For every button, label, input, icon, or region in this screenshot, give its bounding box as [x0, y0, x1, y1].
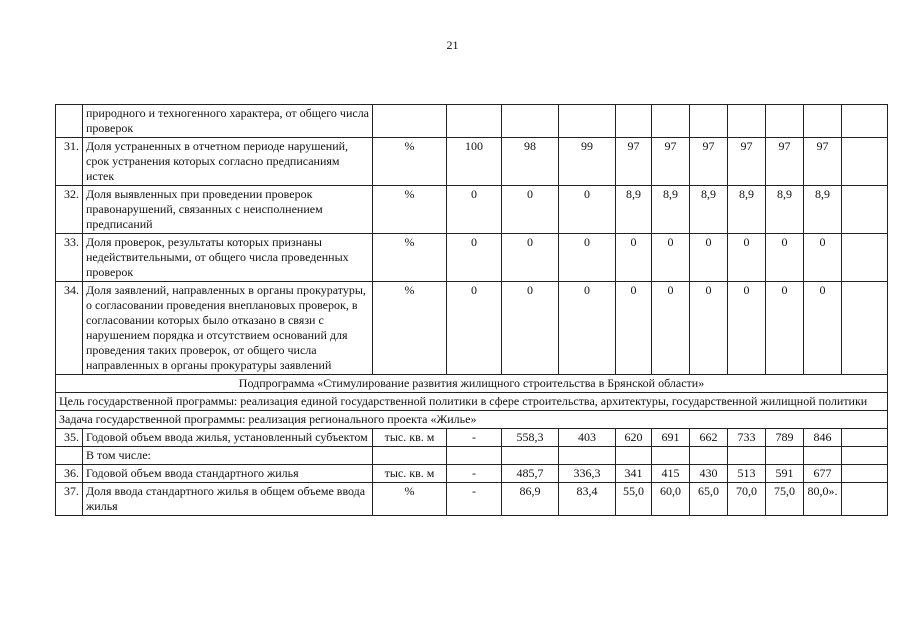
table-row [56, 138, 888, 186]
indicator-name: Доля заявлений, направленных в органы прокуратуры, о согласовании проведения внеплановых проверок, в согласовании которых было отказано в связи с нарушением порядка и отсутствием оснований для проведения таких проверок, от общего числа направленных в органы прокуратуры заявлений [83, 282, 373, 375]
value-cell: 558,3 [502, 429, 559, 447]
value-cell [766, 447, 804, 465]
unit-cell: % [373, 186, 447, 234]
value-cell: 97 [766, 138, 804, 186]
value-cell: 8,9 [728, 186, 766, 234]
value-cell: 846 [804, 429, 842, 447]
value-cell [652, 105, 690, 138]
value-cell: 0 [559, 234, 616, 282]
value-cell: 677 [804, 465, 842, 483]
value-cell: 97 [728, 138, 766, 186]
value-cell: 0 [502, 186, 559, 234]
indicator-name: Доля проверок, результаты которых признаны недействительными, от общего числа проведенных проверок [83, 234, 373, 282]
section-heading: Цель государственной программы: реализация единой государственной политики в сфере строительства, архитектуры, государственной жилищной политики [56, 393, 888, 411]
value-cell: 55,0 [616, 483, 652, 516]
value-cell: 8,9 [766, 186, 804, 234]
value-cell: 8,9 [804, 186, 842, 234]
row-number: 34. [56, 282, 83, 375]
table-row [56, 429, 888, 447]
value-cell [447, 447, 502, 465]
value-cell: 620 [616, 429, 652, 447]
value-cell: 662 [690, 429, 728, 447]
value-cell [766, 105, 804, 138]
indicator-name: Доля устраненных в отчетном периоде нарушений, срок устранения которых согласно предписаниям истек [83, 138, 373, 186]
value-cell [616, 447, 652, 465]
value-cell: 80,0». [804, 483, 842, 516]
value-cell: 98 [502, 138, 559, 186]
value-cell [690, 447, 728, 465]
value-cell [690, 105, 728, 138]
page-number: 21 [446, 38, 459, 52]
value-cell: 403 [559, 429, 616, 447]
value-cell [842, 483, 888, 516]
row-number: 33. [56, 234, 83, 282]
value-cell: 789 [766, 429, 804, 447]
value-cell: 0 [728, 234, 766, 282]
table-row [56, 186, 888, 234]
table-row [56, 105, 888, 138]
value-cell: 0 [559, 186, 616, 234]
value-cell: 0 [804, 282, 842, 375]
table-row [56, 483, 888, 516]
value-cell: 65,0 [690, 483, 728, 516]
table-row [56, 282, 888, 375]
value-cell: 8,9 [652, 186, 690, 234]
value-cell: 0 [652, 234, 690, 282]
row-number: 37. [56, 483, 83, 516]
value-cell: 100 [447, 138, 502, 186]
value-cell: 341 [616, 465, 652, 483]
value-cell: 97 [804, 138, 842, 186]
value-cell: 415 [652, 465, 690, 483]
value-cell [842, 138, 888, 186]
row-number [56, 105, 83, 138]
table-row [56, 393, 888, 411]
value-cell [842, 234, 888, 282]
value-cell: 513 [728, 465, 766, 483]
indicator-name: Годовой объем ввода стандартного жилья [83, 465, 373, 483]
value-cell: - [447, 465, 502, 483]
unit-cell: % [373, 234, 447, 282]
indicators-table [55, 104, 888, 516]
table-row [56, 465, 888, 483]
value-cell: 0 [502, 234, 559, 282]
value-cell: 0 [447, 282, 502, 375]
value-cell: 733 [728, 429, 766, 447]
row-number: 32. [56, 186, 83, 234]
value-cell: 83,4 [559, 483, 616, 516]
value-cell: 591 [766, 465, 804, 483]
value-cell: 86,9 [502, 483, 559, 516]
indicator-name: природного и техногенного характера, от общего числа проверок [83, 105, 373, 138]
value-cell [804, 447, 842, 465]
unit-cell: % [373, 138, 447, 186]
unit-cell: тыс. кв. м [373, 465, 447, 483]
value-cell [842, 447, 888, 465]
value-cell [842, 282, 888, 375]
value-cell: 0 [616, 234, 652, 282]
indicator-name: Доля ввода стандартного жилья в общем объеме ввода жилья [83, 483, 373, 516]
value-cell: 0 [502, 282, 559, 375]
value-cell: - [447, 429, 502, 447]
value-cell: 8,9 [616, 186, 652, 234]
table-row [56, 447, 888, 465]
value-cell: 0 [728, 282, 766, 375]
value-cell: - [447, 483, 502, 516]
unit-cell: % [373, 282, 447, 375]
value-cell: 8,9 [690, 186, 728, 234]
value-cell: 99 [559, 138, 616, 186]
value-cell: 0 [690, 234, 728, 282]
value-cell [616, 105, 652, 138]
section-heading: Подпрограмма «Стимулирование развития жилищного строительства в Брянской области» [56, 375, 888, 393]
unit-cell [373, 447, 447, 465]
value-cell [559, 105, 616, 138]
table-row [56, 411, 888, 429]
indicator-name: Годовой объем ввода жилья, установленный субъектом [83, 429, 373, 447]
value-cell [447, 105, 502, 138]
value-cell: 70,0 [728, 483, 766, 516]
value-cell [842, 186, 888, 234]
value-cell: 0 [690, 282, 728, 375]
value-cell: 97 [652, 138, 690, 186]
value-cell: 60,0 [652, 483, 690, 516]
value-cell: 0 [447, 186, 502, 234]
unit-cell: % [373, 483, 447, 516]
unit-cell: тыс. кв. м [373, 429, 447, 447]
value-cell: 0 [559, 282, 616, 375]
section-heading: Задача государственной программы: реализация регионального проекта «Жилье» [56, 411, 888, 429]
table-row [56, 375, 888, 393]
value-cell [502, 105, 559, 138]
value-cell: 0 [766, 234, 804, 282]
value-cell [804, 105, 842, 138]
value-cell [728, 105, 766, 138]
value-cell: 75,0 [766, 483, 804, 516]
value-cell: 97 [690, 138, 728, 186]
indicator-name: Доля выявленных при проведении проверок правонарушений, связанных с неисполнением предписаний [83, 186, 373, 234]
value-cell [842, 105, 888, 138]
table-row [56, 234, 888, 282]
value-cell [559, 447, 616, 465]
row-number: 35. [56, 429, 83, 447]
value-cell: 485,7 [502, 465, 559, 483]
row-number: 36. [56, 465, 83, 483]
value-cell: 336,3 [559, 465, 616, 483]
value-cell: 0 [804, 234, 842, 282]
value-cell: 0 [766, 282, 804, 375]
value-cell [728, 447, 766, 465]
value-cell: 0 [616, 282, 652, 375]
value-cell: 97 [616, 138, 652, 186]
row-number [56, 447, 83, 465]
value-cell: 430 [690, 465, 728, 483]
value-cell [652, 447, 690, 465]
value-cell: 0 [652, 282, 690, 375]
value-cell: 691 [652, 429, 690, 447]
row-number: 31. [56, 138, 83, 186]
value-cell [502, 447, 559, 465]
value-cell [842, 465, 888, 483]
value-cell [842, 429, 888, 447]
value-cell: 0 [447, 234, 502, 282]
unit-cell [373, 105, 447, 138]
indicator-name: В том числе: [83, 447, 373, 465]
